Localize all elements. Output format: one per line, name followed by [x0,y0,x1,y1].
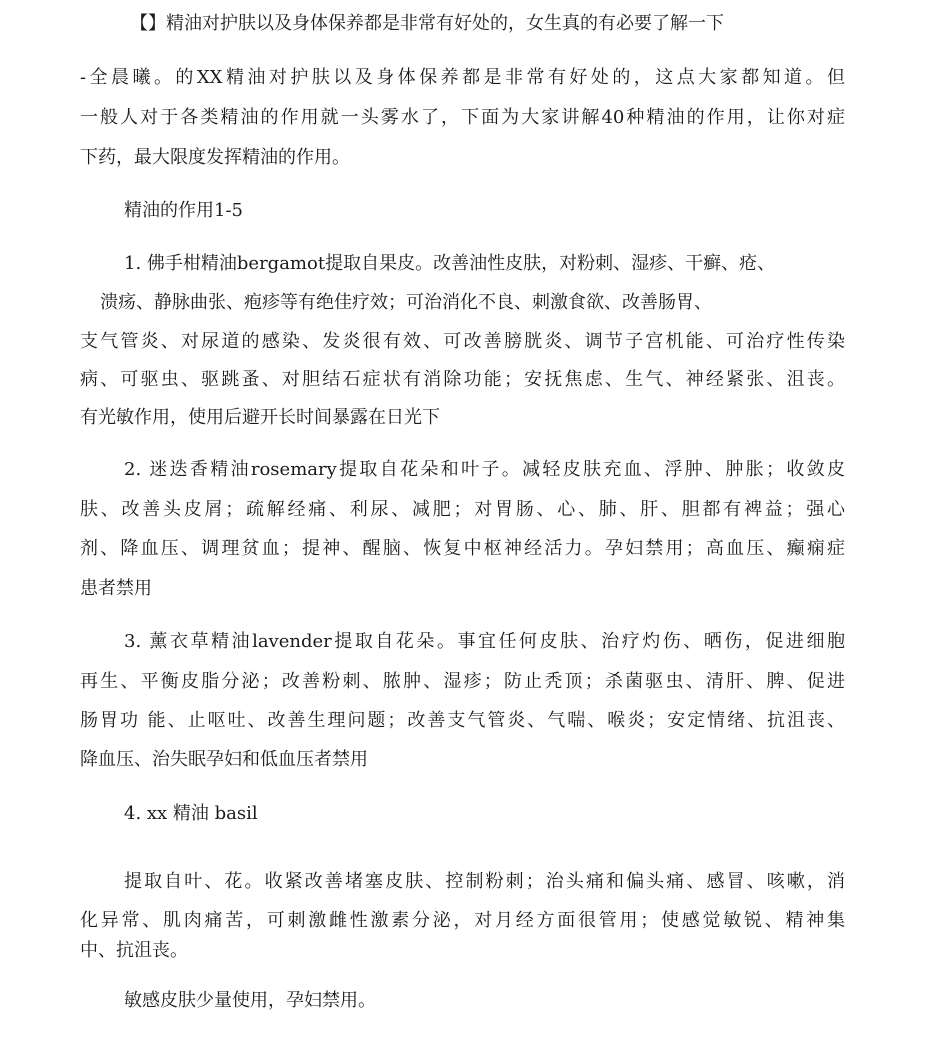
item-line: 支气管炎、对尿道的感染、发炎很有效、可改善膀胱炎、调节子宫机能、可治疗性传染 [80,331,845,352]
detail-line: 中、抗沮丧。 [80,940,188,961]
item-line: 3. 薰衣草精油lavender提取自花朵。事宜任何皮肤、治疗灼伤、晒伤，促进细胞 [124,631,845,652]
document-title: 【】精油对护肤以及身体保养都是非常有好处的，女生真的有必要了解一下 [130,13,724,34]
detail-line: 化异常、肌肉痛苦，可刺激雌性激素分泌，对月经方面很管用；使感觉敏锐、精神集 [80,910,845,931]
intro-line: 下药，最大限度发挥精油的作用。 [80,147,350,168]
detail-line: 提取自叶、花。收紧改善堵塞皮肤、控制粉刺；治头痛和偏头痛、感冒、咳嗽，消 [124,871,845,892]
item-line: 溃疡、静脉曲张、疱疹等有绝佳疗效；可治消化不良、刺激食欲、改善肠胃、 [100,292,712,313]
item-line: 剂、降血压、调理贫血；提神、醒脑、恢复中枢神经活力。孕妇禁用；高血压、癫痫症 [80,538,845,559]
item-line: 再生、平衡皮脂分泌；改善粉刺、脓肿、湿疹；防止秃顶；杀菌驱虫、清肝、脾、促进 [80,671,845,692]
item-line: 2. 迷迭香精油rosemary提取自花朵和叶子。减轻皮肤充血、浮肿、肿胀；收敛皮 [124,459,845,480]
item-line: 肤、改善头皮屑；疏解经痛、利尿、减肥；对胃肠、心、肺、肝、胆都有裨益；强心 [80,499,845,520]
item-line: 患者禁用 [80,578,152,599]
item-line: 降血压、治失眠孕妇和低血压者禁用 [80,749,368,770]
intro-line: 一般人对于各类精油的作用就一头雾水了，下面为大家讲解40种精油的作用，让你对症 [80,107,845,128]
item-line: 1. 佛手柑精油bergamot提取自果皮。改善油性皮肤，对粉刺、湿疹、干癣、疮、 [124,253,776,274]
item-line: 肠胃功 能、止呕吐、改善生理问题；改善支气管炎、气喘、喉炎；安定情绪、抗沮丧、 [80,710,845,731]
section-heading: 精油的作用1-5 [124,200,243,221]
item-line: 病、可驱虫、驱跳蚤、对胆结石症状有消除功能；安抚焦虑、生气、神经紧张、沮丧。 [80,369,845,390]
intro-line: -全晨曦。的XX精油对护肤以及身体保养都是非常有好处的，这点大家都知道。但 [80,67,845,88]
basil-note: 敏感皮肤少量使用，孕妇禁用。 [124,990,376,1011]
item-line: 有光敏作用，使用后避开长时间暴露在日光下 [80,407,440,428]
item-heading: 4. xx 精油 basil [124,803,258,824]
